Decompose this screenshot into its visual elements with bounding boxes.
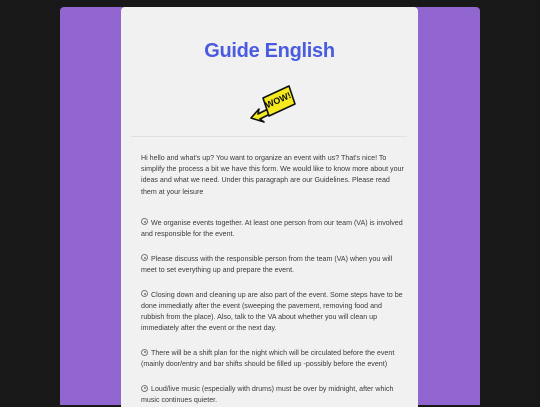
wow-sticker-icon	[245, 78, 299, 132]
bullet-icon	[141, 349, 148, 356]
guideline-item	[141, 348, 405, 370]
bullet-icon	[141, 218, 148, 225]
guideline-item	[141, 218, 405, 240]
bullet-icon	[141, 290, 148, 297]
intro-paragraph: Hi hello and what's up? You want to organize an event with us? That's nice! To simplify the process a bit we have this form. We would like to know more about your ideas and what we need. Under this paragraph are our Guidelines. Please read them at your leisure	[141, 154, 404, 196]
header-divider	[131, 136, 407, 137]
form-card	[121, 7, 418, 407]
guideline-text: There will be a shift plan for the night which will be circulated before the event (mainly door/entry and bar shifts should be filled up -possibly before the event)	[141, 349, 395, 369]
form-title: Guide English	[204, 40, 335, 62]
form-description	[141, 153, 405, 407]
bullet-icon	[141, 254, 148, 261]
bullet-icon	[141, 385, 148, 392]
guideline-text: Loud/live music (especially with drums) must be over by midnight, after which music continues quieter.	[141, 385, 394, 405]
guideline-item	[141, 290, 405, 335]
guideline-text: Closing down and cleaning up are also part of the event. Some steps have to be done immediatly after the event (sweeping the pavement, removing food and rubbish from the place). Also, talk to the VA about whether you will clean up immediately after the event or the next day.	[141, 290, 403, 333]
guideline-item	[141, 254, 405, 276]
guideline-text: Please discuss with the responsible person from the team (VA) when you will meet to set everything up and prepare the event.	[141, 254, 393, 275]
guideline-text: We organise events together. At least one person from our team (VA) is involved and responsible for the event.	[141, 218, 403, 239]
guideline-item	[141, 384, 405, 406]
sticker-text: WOW!	[263, 90, 293, 111]
